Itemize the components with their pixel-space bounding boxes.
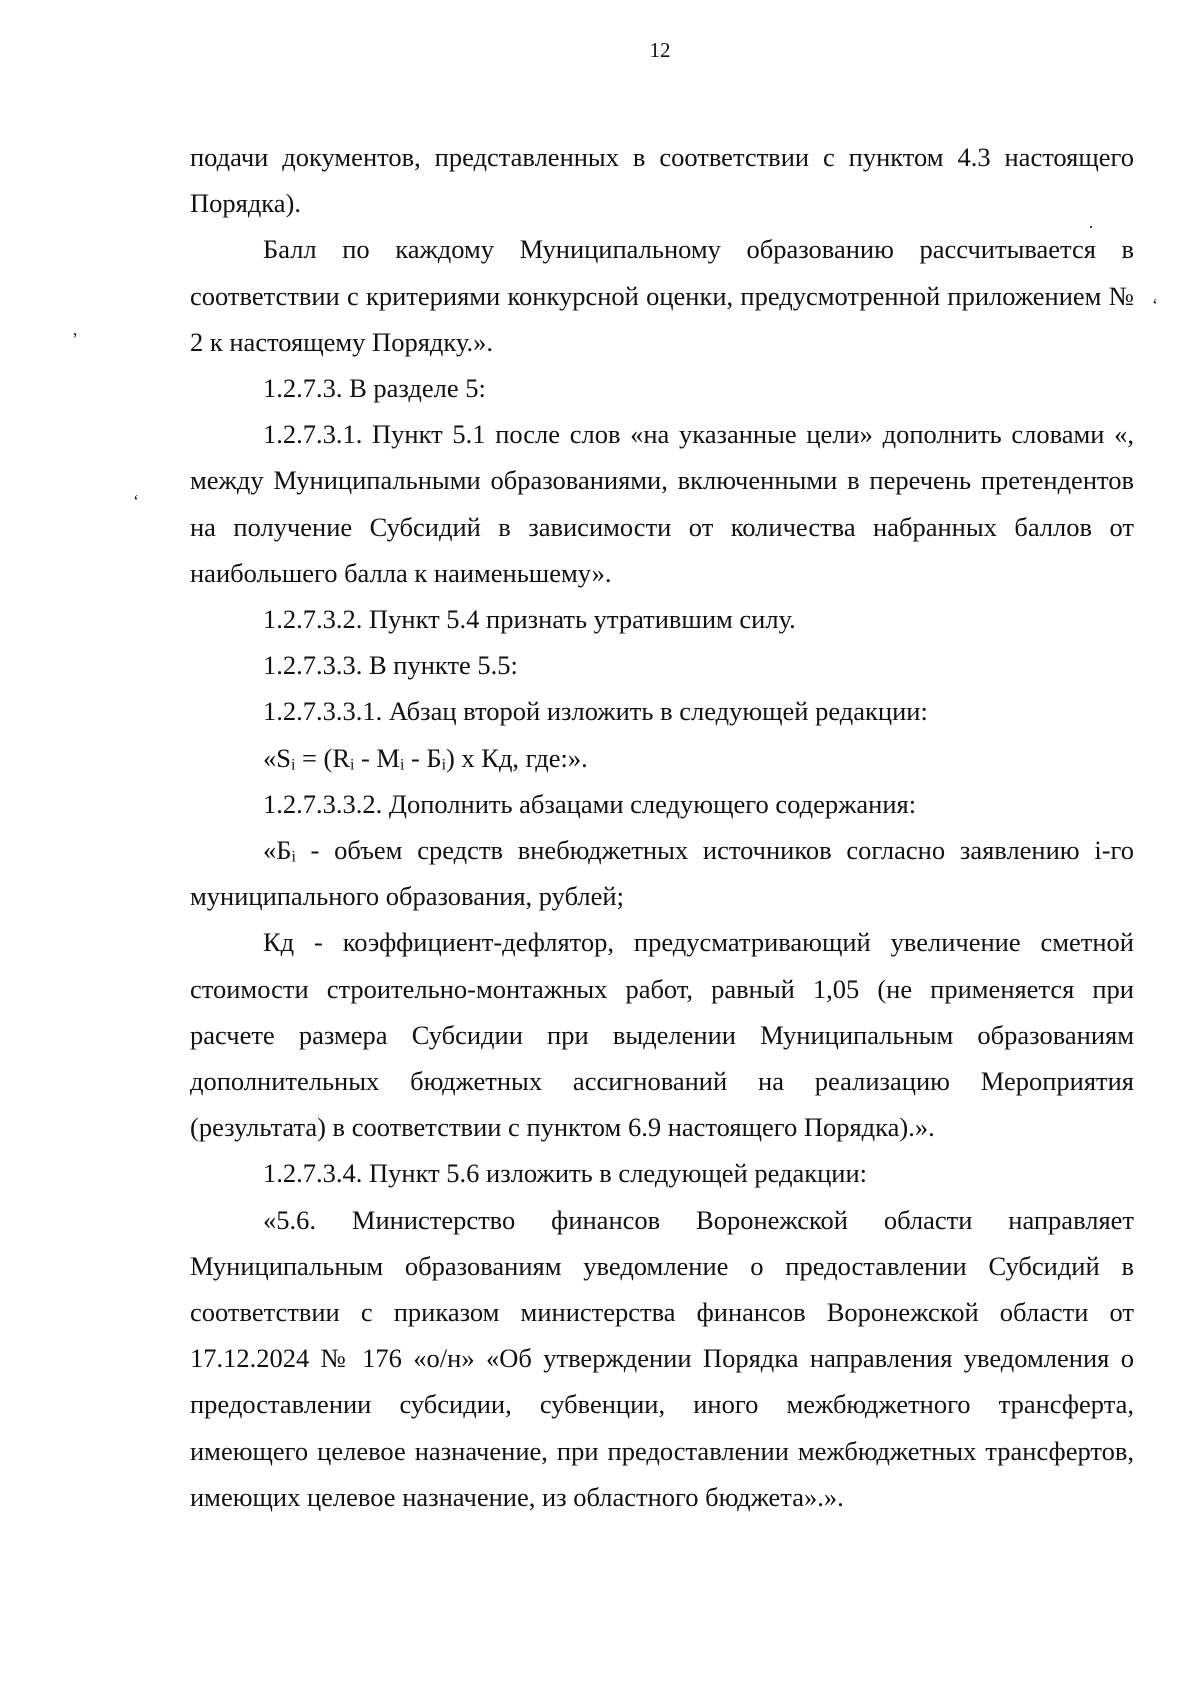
scan-speck: ‘: [1152, 295, 1158, 315]
paragraph-13: «5.6. Министерство финансов Воронежской области направляет Муниципальным образованиям уведомление о предоставлении Субсидий в соответствии с приказом министерства финансов Воронежской области от 17.12.2024 № 176 «о/н» «Об утверждении Порядка направления уведомления о предоставлении субсидии, субвенции, иного межбюджетного трансферта, имеющего целевое назначение, при предоставлении межбюджетных трансфертов, имеющих целевое назначение, из областного бюджета».».: [190, 1204, 1134, 1512]
paragraph-9: 1.2.7.3.3.2. Дополнить абзацами следующего содержания:: [263, 788, 917, 819]
paragraph-4: 1.2.7.3.1. Пункт 5.1 после слов «на указанные цели» дополнить словами «, между Муниципальными образованиями, включенными в перечень претендентов на получение Субсидий в зависимости от количества набранных баллов от наибольшего балла к наименьшему».: [190, 419, 1134, 588]
paragraph-1: подачи документов, представленных в соответствии с пунктом 4.3 настоящего Порядка).: [190, 142, 1134, 219]
paragraph-12: 1.2.7.3.4. Пункт 5.6 изложить в следующей редакции:: [263, 1158, 868, 1189]
paragraph-2: Балл по каждому Муниципальному образованию рассчитывается в соответствии с критериями конкурсной оценки, предусмотренной приложением № 2 к настоящему Порядку.».: [190, 234, 1134, 357]
page-number: 12: [649, 38, 671, 62]
paragraph-3: 1.2.7.3. В разделе 5:: [263, 373, 486, 404]
paragraph-7: 1.2.7.3.3.1. Абзац второй изложить в следующей редакции:: [263, 696, 928, 727]
scan-speck: ‘: [133, 491, 139, 511]
paragraph-11: Кд - коэффициент-дефлятор, предусматривающий увеличение сметной стоимости строительно-монтажных работ, равный 1,05 (не применяется при расчете размера Субсидии при выделении Муниципальным образованиям дополнительных бюджетных ассигнований на реализацию Мероприятия (результата) в соответствии с пунктом 6.9 настоящего Порядка).».: [190, 927, 1134, 1143]
document-body: [190, 134, 1134, 1520]
scan-speck: ·: [1088, 217, 1094, 237]
paragraph-10: «Бᵢ - объем средств внебюджетных источников согласно заявлению i-го муниципального образования, рублей;: [190, 835, 1134, 912]
scan-speck: ’: [72, 329, 78, 349]
paragraph-5: 1.2.7.3.2. Пункт 5.4 признать утратившим силу.: [263, 604, 796, 635]
formula-line: «Sᵢ = (Rᵢ - Mᵢ - Бᵢ) x Кд, где:».: [263, 742, 588, 773]
paragraph-6: 1.2.7.3.3. В пункте 5.5:: [263, 650, 518, 681]
